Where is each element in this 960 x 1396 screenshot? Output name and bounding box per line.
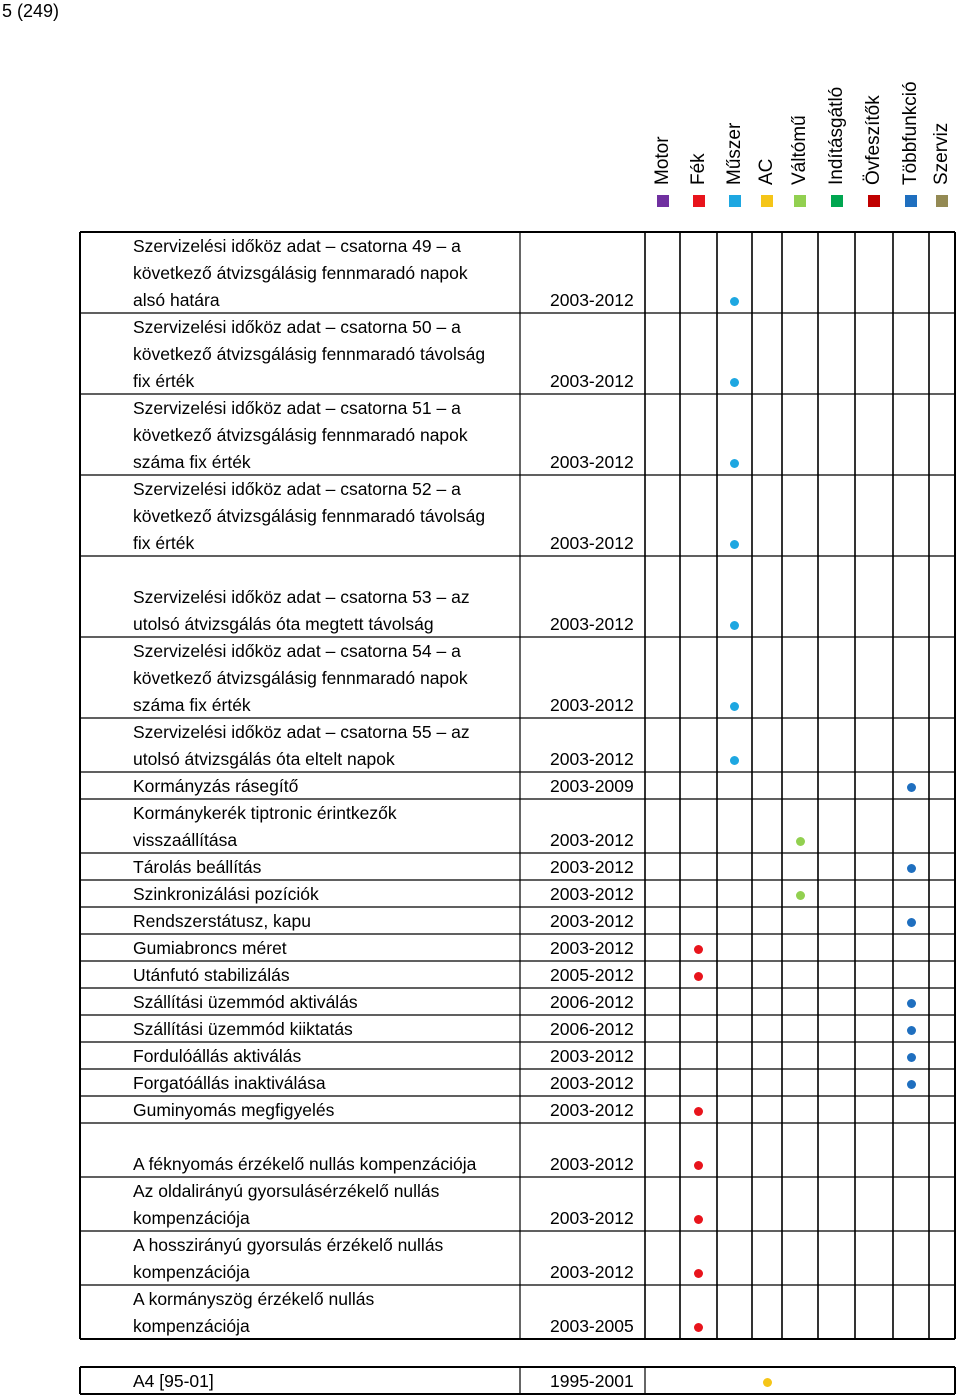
indicator-dot	[796, 891, 805, 900]
row-years: 1995-2001	[550, 1371, 634, 1391]
row-years: 2003-2012	[550, 830, 634, 850]
row-years: 2006-2012	[550, 992, 634, 1012]
indicator-dot	[763, 1378, 772, 1387]
indicator-dot	[694, 1323, 703, 1332]
indicator-dot	[907, 999, 916, 1008]
row-label: Rendszerstátusz, kapu	[133, 911, 312, 931]
row-years: 2003-2012	[550, 1046, 634, 1066]
column-header-3	[717, 0, 752, 215]
row-years: 2003-2005	[550, 1316, 634, 1336]
row-label: Szervizelési időköz adat – csatorna 55 – az utolsó átvizsgálás óta eltelt napok	[133, 722, 470, 769]
row-label: A kormányszög érzékelő nullás kompenzációja	[133, 1289, 375, 1336]
column-header-label: Motor	[651, 136, 673, 185]
indicator-dot	[907, 864, 916, 873]
indicator-dot	[694, 1215, 703, 1224]
column-header-2	[680, 0, 717, 215]
indicator-dot	[730, 459, 739, 468]
column-headers	[0, 0, 960, 215]
column-color-swatch	[657, 195, 669, 207]
row-years: 2003-2012	[550, 938, 634, 958]
row-label: Guminyomás megfigyelés	[133, 1100, 335, 1120]
row-years: 2003-2012	[550, 1154, 634, 1174]
row-label: Az oldalirányú gyorsulásérzékelő nullás kompenzációja	[133, 1181, 440, 1228]
column-header-label: Fék	[687, 153, 709, 185]
indicator-dot	[907, 1080, 916, 1089]
row-label: A4 [95-01]	[133, 1371, 214, 1391]
column-color-swatch	[729, 195, 741, 207]
column-color-swatch	[936, 195, 948, 207]
row-label: Forgatóállás inaktiválása	[133, 1073, 326, 1093]
indicator-dot	[907, 1053, 916, 1062]
row-label: Szervizelési időköz adat – csatorna 53 – az utolsó átvizsgálás óta megtett távolság	[133, 587, 470, 634]
row-label: A féknyomás érzékelő nullás kompenzációja	[133, 1154, 477, 1174]
row-label: Szállítási üzemmód aktiválás	[133, 992, 358, 1012]
row-years: 2003-2012	[550, 452, 634, 472]
row-years: 2003-2012	[550, 371, 634, 391]
row-label: Fordulóállás aktiválás	[133, 1046, 302, 1066]
row-label: Szervizelési időköz adat – csatorna 50 – a következő átvizsgálásig fennmaradó távolság fix érték	[133, 317, 486, 391]
column-header-label: Övfeszítők	[863, 95, 884, 185]
row-label: Gumiabroncs méret	[133, 938, 287, 958]
column-color-swatch	[868, 195, 880, 207]
column-header-label: Szerviz	[931, 122, 952, 185]
row-label: Szinkronizálási pozíciók	[133, 884, 319, 904]
row-label: Kormánykerék tiptronic érintkezők visszaállítása	[133, 803, 397, 850]
indicator-dot	[907, 1026, 916, 1035]
indicator-dot	[730, 702, 739, 711]
column-color-swatch	[761, 195, 773, 207]
indicator-dot	[730, 756, 739, 765]
row-years: 2003-2012	[550, 695, 634, 715]
row-years: 2003-2012	[550, 884, 634, 904]
row-years: 2006-2012	[550, 1019, 634, 1039]
column-color-swatch	[831, 195, 843, 207]
column-color-swatch	[905, 195, 917, 207]
indicator-dot	[694, 1269, 703, 1278]
row-years: 2003-2012	[550, 911, 634, 931]
column-header-1	[645, 0, 680, 215]
row-label: Szervizelési időköz adat – csatorna 54 – a következő átvizsgálásig fennmaradó napok száma fix érték	[133, 641, 468, 715]
row-years: 2003-2012	[550, 857, 634, 877]
row-years: 2003-2012	[550, 749, 634, 769]
indicator-dot	[694, 1161, 703, 1170]
row-label: Szervizelési időköz adat – csatorna 52 – a következő átvizsgálásig fennmaradó távolság fix érték	[133, 479, 486, 553]
page-label: 5 (249)	[2, 1, 60, 21]
column-header-label: AC	[756, 158, 777, 185]
row-years: 2003-2012	[550, 1073, 634, 1093]
column-header-6	[818, 0, 855, 215]
row-label: A hosszirányú gyorsulás érzékelő nullás kompenzációja	[133, 1235, 444, 1282]
row-label: Szállítási üzemmód kiiktatás	[133, 1019, 353, 1039]
indicator-dot	[730, 297, 739, 306]
indicator-dot	[730, 621, 739, 630]
column-header-5	[782, 0, 818, 215]
indicator-dot	[907, 918, 916, 927]
column-color-swatch	[693, 195, 705, 207]
row-years: 2005-2012	[550, 965, 634, 985]
indicator-dot	[694, 1107, 703, 1116]
column-header-label: Többfunkció	[900, 81, 921, 185]
column-header-label: Műszer	[723, 122, 745, 185]
row-years: 2003-2012	[550, 614, 634, 634]
row-label: Szervizelési időköz adat – csatorna 51 – a következő átvizsgálásig fennmaradó napok száma fix érték	[133, 398, 468, 472]
column-header-label: Indításgátló	[825, 86, 847, 185]
indicator-dot	[694, 945, 703, 954]
row-years: 2003-2012	[550, 290, 634, 310]
row-label: Szervizelési időköz adat – csatorna 49 – a következő átvizsgálásig fennmaradó napok alsó határa	[133, 236, 468, 310]
column-header-9	[929, 0, 955, 215]
row-years: 2003-2012	[550, 533, 634, 553]
column-color-swatch	[794, 195, 806, 207]
row-years: 2003-2009	[550, 776, 634, 796]
row-label: Tárolás beállítás	[133, 857, 262, 877]
row-label: Kormányzás rásegítő	[133, 776, 299, 796]
indicator-dot	[730, 540, 739, 549]
column-header-8	[893, 0, 929, 215]
row-years: 2003-2012	[550, 1100, 634, 1120]
row-years: 2003-2012	[550, 1262, 634, 1282]
row-label: Utánfutó stabilizálás	[133, 965, 290, 985]
indicator-dot	[694, 972, 703, 981]
column-header-7	[855, 0, 893, 215]
indicator-dot	[730, 378, 739, 387]
row-years: 2003-2012	[550, 1208, 634, 1228]
indicator-dot	[907, 783, 916, 792]
column-header-4	[752, 0, 782, 215]
indicator-dot	[796, 837, 805, 846]
column-header-label: Váltómű	[789, 115, 810, 185]
